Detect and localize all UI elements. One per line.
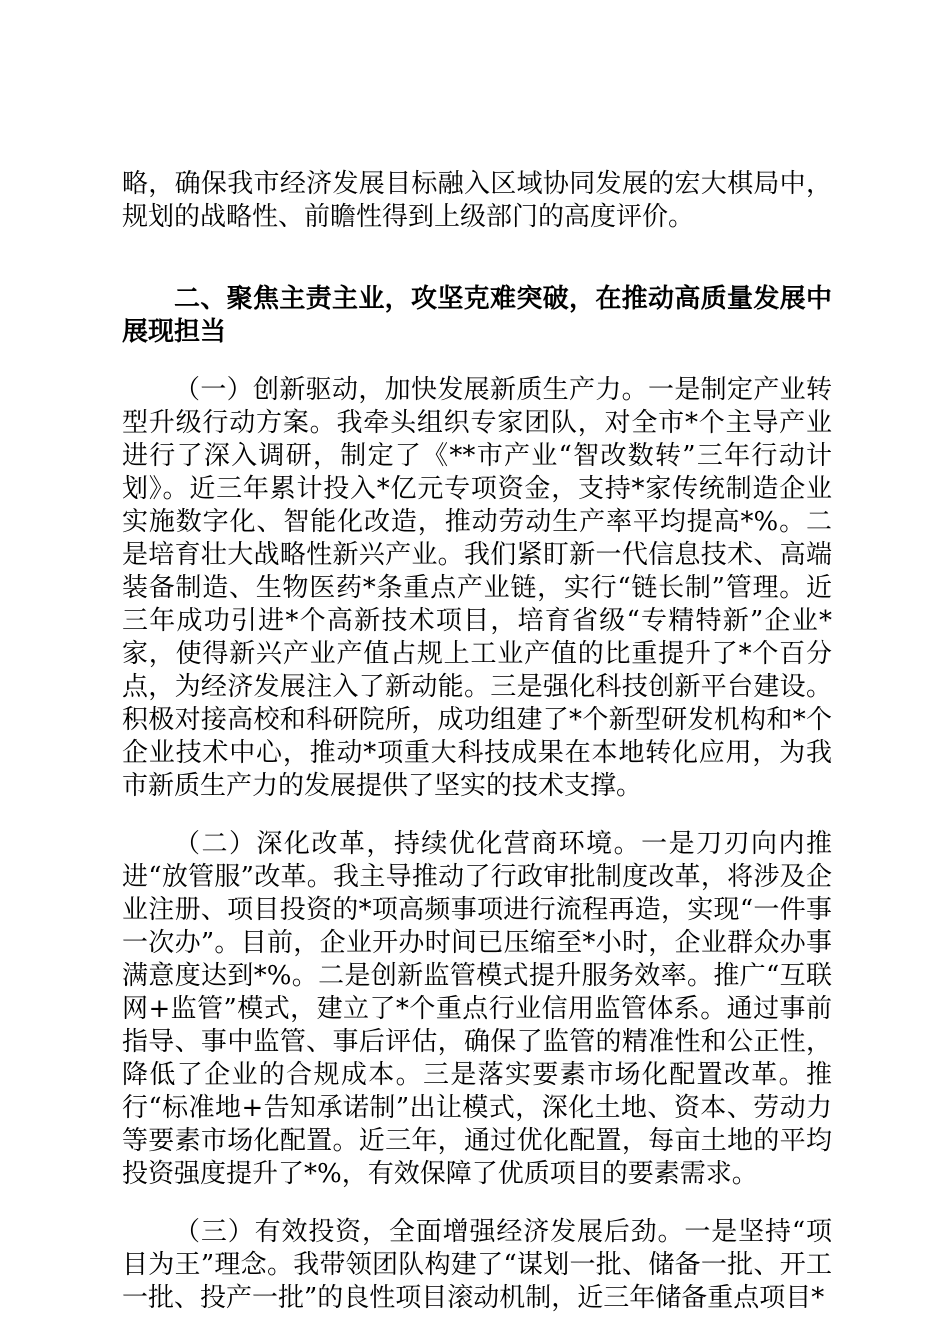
paragraph-reform: （二）深化改革，持续优化营商环境。一是刀刃向内推进“放管服”改革。我主导推动了行政审批制度改革，将涉及企业注册、项目投资的*项高频事项进行流程再造，实现“一件事一次办”。目前，企业开办时间已压缩至*小时，企业群众办事满意度达到*%。二是创新监管模式提升服务效率。推广“互联网+监管”模式，建立了*个重点行业信用监管体系。通过事前指导、事中监管、事后评估，确保了监管的精准性和公正性，降低了企业的合规成本。三是落实要素市场化配置改革。推行“标准地+告知承诺制”出让模式，深化土地、资本、劳动力等要素市场化配置。近三年，通过优化配置，每亩土地的平均投资强度提升了*%，有效保障了优质项目的要素需求。 — [122, 829, 832, 1189]
paragraph-continuation: 略，确保我市经济发展目标融入区域协同发展的宏大棋局中，规划的战略性、前瞻性得到上级部门的高度评价。 — [122, 169, 832, 232]
section-heading: 二、聚焦主责主业，攻坚克难突破，在推动高质量发展中展现担当 — [122, 284, 832, 347]
paragraph-innovation: （一）创新驱动，加快发展新质生产力。一是制定产业转型升级行动方案。我牵头组织专家团队，对全市*个主导产业进行了深入调研，制定了《**市产业“智改数转”三年行动计划》。近三年累计投入*亿元专项资金，支持*家传统制造企业实施数字化、智能化改造，推动劳动生产率平均提高*%。二是培育壮大战略性新兴产业。我们紧盯新一代信息技术、高端装备制造、生物医药*条重点产业链，实行“链长制”管理。近三年成功引进*个高新技术项目，培育省级“专精特新”企业*家，使得新兴产业产值占规上工业产值的比重提升了*个百分点，为经济发展注入了新动能。三是强化科技创新平台建设。积极对接高校和科研院所，成功组建了*个新型研发机构和*个企业技术中心，推动*项重大科技成果在本地转化应用，为我市新质生产力的发展提供了坚实的技术支撑。 — [122, 375, 832, 801]
paragraph-investment: （三）有效投资，全面增强经济发展后劲。一是坚持“项目为王”理念。我带领团队构建了“谋划一批、储备一批、开工一批、投产一批”的良性项目滚动机制，近三年储备重点项目* — [122, 1217, 832, 1313]
document-body — [122, 168, 832, 1315]
